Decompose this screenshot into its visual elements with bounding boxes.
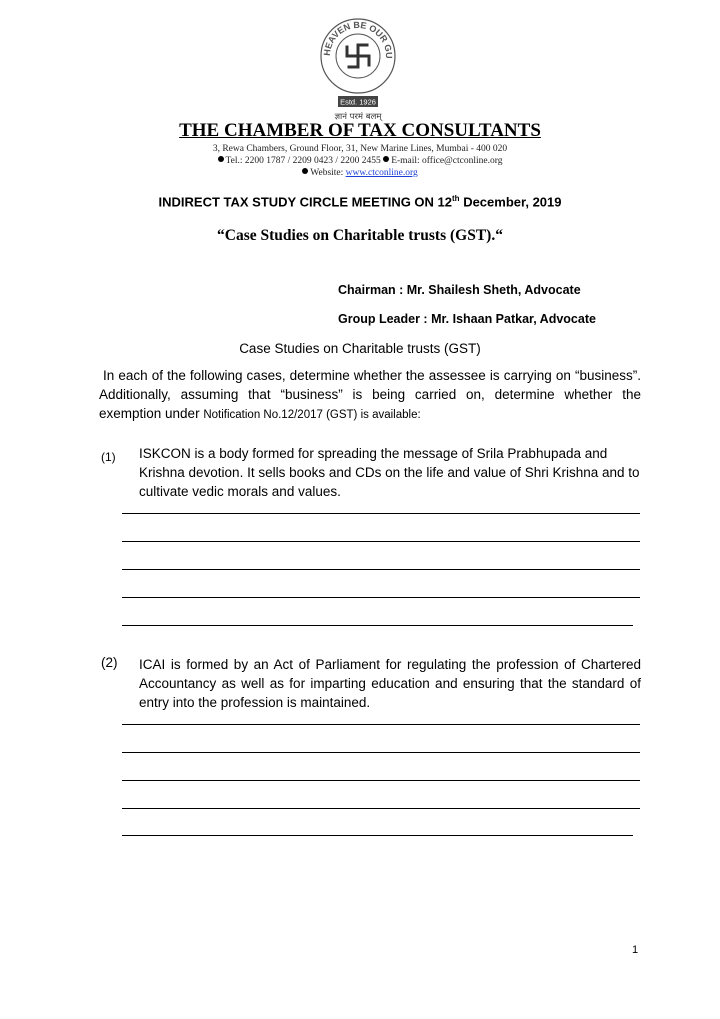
logo-tagline: ज्ञानं परमं बलम्	[334, 112, 382, 122]
answer-line[interactable]	[122, 569, 640, 570]
meeting-title-suffix: December, 2019	[459, 194, 562, 210]
organization-name: THE CHAMBER OF TAX CONSULTANTS	[179, 120, 541, 141]
website-link[interactable]: www.ctconline.org	[345, 168, 418, 178]
intro-text: In each of the following cases, determine whether the assessee is carrying on “business”. Additionally, assuming that “business” is being carried on, determine whether the exemption under	[99, 368, 641, 421]
logo-motto: HEAVEN BE OUR GU	[321, 19, 395, 59]
meeting-subject: “Case Studies on Charitable trusts (GST).“	[217, 227, 503, 244]
bullet-icon	[383, 156, 389, 162]
page-number: 1	[632, 944, 639, 956]
answer-line[interactable]	[122, 724, 640, 725]
question-2-number: (2)	[101, 655, 118, 670]
organization-logo	[318, 12, 398, 122]
intro-notification: Notification No.12/2017 (GST) is available:	[203, 409, 421, 421]
question-1-text: ISKCON is a body formed for spreading the message of Srila Prabhupada and Krishna devotion. It sells books and CDs on the life and value of Shri Krishna and to cultivate vedic morals and values.	[139, 446, 640, 499]
group-leader-line: Group Leader : Mr. Ishaan Patkar, Advocate	[338, 312, 596, 326]
intro-paragraph	[99, 366, 641, 425]
telephone-numbers: Tel.: 2200 1787 / 2209 0423 / 2200 2455	[225, 156, 384, 166]
organization-website	[0, 168, 720, 178]
answer-line[interactable]	[122, 808, 640, 809]
meeting-title-superscript: th	[452, 194, 460, 203]
chairman-line: Chairman : Mr. Shailesh Sheth, Advocate	[338, 283, 581, 297]
bullet-icon	[218, 156, 224, 162]
question-2-text: ICAI is formed by an Act of Parliament for regulating the profession of Chartered Accountancy as well as for imparting education and ensuring that the standard of entry into the profession is maintained.	[139, 657, 641, 710]
answer-line[interactable]	[122, 541, 640, 542]
answer-line[interactable]	[122, 835, 633, 836]
organization-address: 3, Rewa Chambers, Ground Floor, 31, New Marine Lines, Mumbai - 400 020	[212, 144, 508, 154]
logo-estd: Estd. 1926	[340, 97, 376, 107]
email-address: E-mail: office@ctconline.org	[391, 156, 503, 166]
answer-line[interactable]	[122, 752, 640, 753]
swastika-icon	[347, 45, 369, 67]
answer-line[interactable]	[122, 513, 640, 514]
bullet-icon	[302, 168, 308, 174]
meeting-title-prefix: INDIRECT TAX STUDY CIRCLE MEETING ON 12	[158, 194, 453, 210]
website-label: Website:	[310, 168, 346, 178]
answer-line[interactable]	[122, 625, 633, 626]
answer-line[interactable]	[122, 597, 640, 598]
logo-emblem	[318, 12, 398, 122]
question-1-number: (1)	[101, 450, 116, 464]
section-heading: Case Studies on Charitable trusts (GST)	[239, 341, 481, 356]
meeting-title	[0, 194, 720, 209]
organization-contact	[0, 156, 720, 166]
answer-line[interactable]	[122, 780, 640, 781]
